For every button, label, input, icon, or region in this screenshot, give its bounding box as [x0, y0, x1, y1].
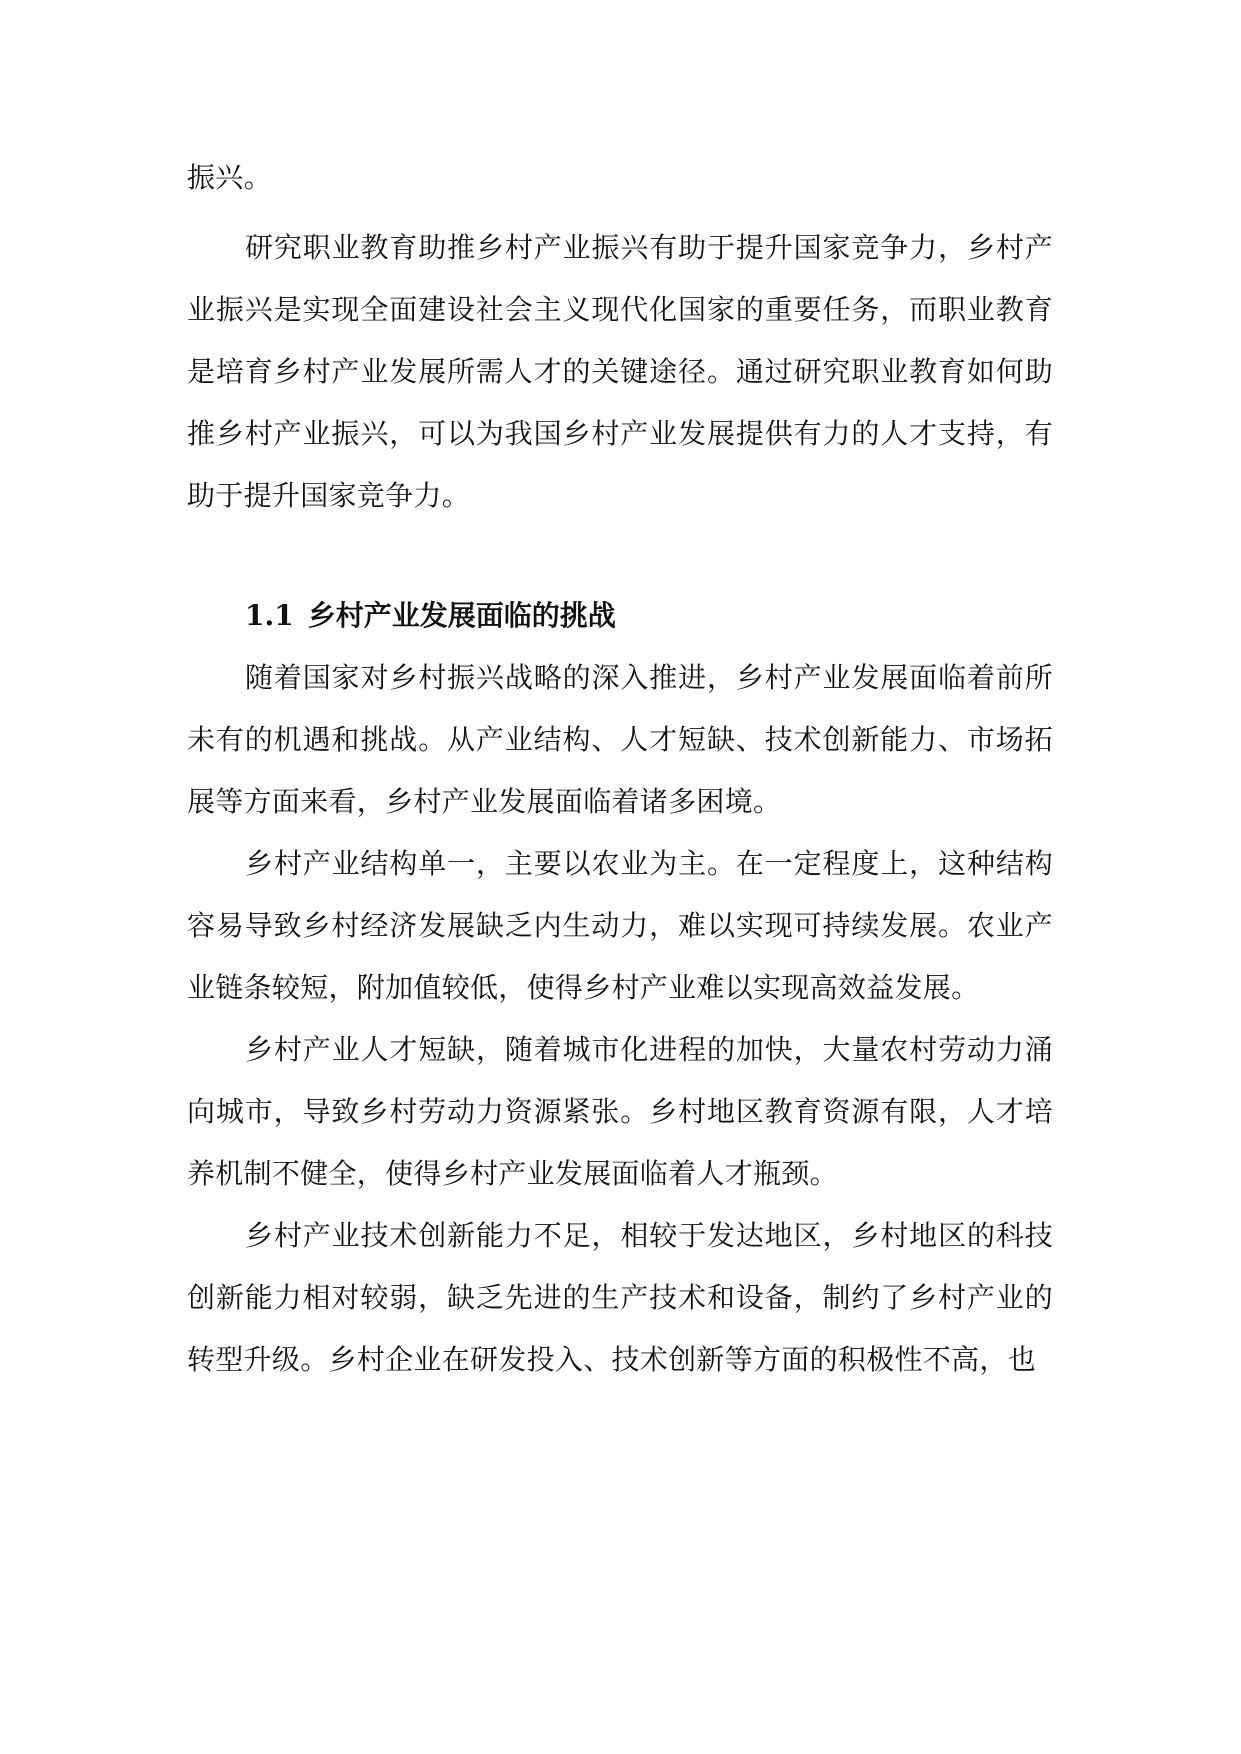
paragraph-tech-innovation: 乡村产业技术创新能力不足，相较于发达地区，乡村地区的科技创新能力相对较弱，缺乏先进的生产技术和设备，制约了乡村产业的转型升级。乡村企业在研发投入、技术创新等方面的积极性不高，也 — [187, 1219, 1053, 1376]
paragraph-continued: 振兴。 — [187, 161, 272, 194]
section-number: 1.1 — [245, 599, 294, 632]
section-heading — [187, 585, 1053, 647]
paragraph-industry-structure: 乡村产业结构单一，主要以农业为主。在一定程度上，这种结构容易导致乡村经济发展缺乏内生动力，难以实现可持续发展。农业产业链条较短，附加值较低，使得乡村产业难以实现高效益发展。 — [187, 847, 1053, 1004]
section-title: 乡村产业发展面临的挑战 — [307, 599, 616, 632]
paragraph-talent-shortage: 乡村产业人才短缺，随着城市化进程的加快，大量农村劳动力涌向城市，导致乡村劳动力资源紧张。乡村地区教育资源有限，人才培养机制不健全，使得乡村产业发展面临着人才瓶颈。 — [187, 1033, 1053, 1190]
document-body — [187, 147, 1053, 1391]
paragraph-competitiveness: 研究职业教育助推乡村产业振兴有助于提升国家竞争力，乡村产业振兴是实现全面建设社会主义现代化国家的重要任务，而职业教育是培育乡村产业发展所需人才的关键途径。通过研究职业教育如何助推乡村产业振兴，可以为我国乡村产业发展提供有力的人才支持，有助于提升国家竞争力。 — [187, 231, 1053, 512]
paragraph-challenges-intro: 随着国家对乡村振兴战略的深入推进，乡村产业发展面临着前所未有的机遇和挑战。从产业结构、人才短缺、技术创新能力、市场拓展等方面来看，乡村产业发展面临着诸多困境。 — [187, 661, 1053, 818]
